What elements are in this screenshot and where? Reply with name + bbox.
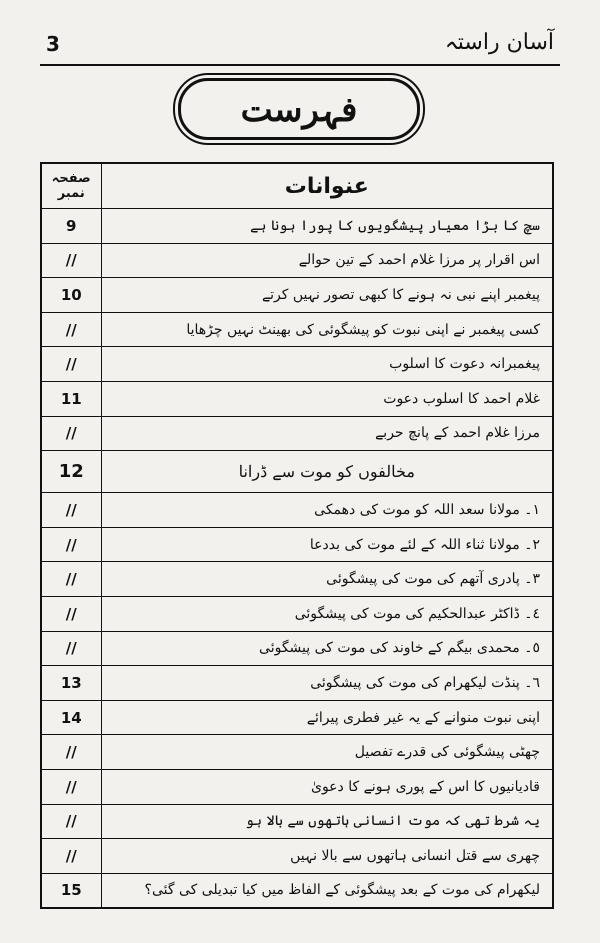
- toc-row-title: قادیانیوں کا اس کے پوری ہونے کا دعویٰ: [101, 769, 553, 804]
- toc-row-page: 12: [41, 451, 101, 493]
- toc-row-title: ٦۔ پنڈت لیکھرام کی موت کی پیشگوئی: [101, 666, 553, 701]
- toc-heading-frame: [178, 78, 420, 140]
- toc-row: [41, 666, 553, 701]
- toc-row-page: //: [41, 416, 101, 451]
- toc-row-title: چھٹی پیشگوئی کی قدرے تفصیل: [101, 735, 553, 770]
- toc-row-page: //: [41, 527, 101, 562]
- toc-row: [41, 769, 553, 804]
- toc-row: [41, 527, 553, 562]
- toc-row-page: //: [41, 243, 101, 278]
- toc-row-page: //: [41, 596, 101, 631]
- toc-row-title: چھری سے قتل انسانی ہاتھوں سے بالا نہیں: [101, 839, 553, 874]
- toc-row-title: یہ شرط تھی کہ موت انسانی ہاتھوں سے بالا ہو: [101, 804, 553, 839]
- toc-row-page: //: [41, 804, 101, 839]
- toc-row: [41, 493, 553, 528]
- toc-row: [41, 804, 553, 839]
- toc-row-page: //: [41, 312, 101, 347]
- toc-row-page: 14: [41, 700, 101, 735]
- toc-row-title: ٥۔ محمدی بیگم کے خاوند کی موت کی پیشگوئی: [101, 631, 553, 666]
- toc-row-title: ٤۔ ڈاکٹر عبدالحکیم کی موت کی پیشگوئی: [101, 596, 553, 631]
- toc-row: [41, 278, 553, 313]
- toc-row-title: پیغمبرانہ دعوت کا اسلوب: [101, 347, 553, 382]
- toc-row-page: 10: [41, 278, 101, 313]
- toc-row-title: ٣۔ پادری آتھم کی موت کی پیشگوئی: [101, 562, 553, 597]
- toc-row-page: //: [41, 735, 101, 770]
- toc-row: [41, 873, 553, 908]
- toc-row-title: ١۔ مولانا سعد اللہ کو موت کی دھمکی: [101, 493, 553, 528]
- toc-row: [41, 631, 553, 666]
- toc-row-page: 9: [41, 209, 101, 244]
- page-number: 3: [46, 32, 60, 56]
- toc-row: [41, 735, 553, 770]
- toc-row-title: کسی پیغمبر نے اپنی نبوت کو پیشگوئی کی بھینٹ نہیں چڑھایا: [101, 312, 553, 347]
- book-title: آسان راستہ: [444, 30, 554, 55]
- toc-row-title: ٢۔ مولانا ثناء اللہ کے لئے موت کی بددعا: [101, 527, 553, 562]
- toc-section-row: [41, 451, 553, 493]
- toc-row-page: //: [41, 769, 101, 804]
- toc-heading: فہرست: [240, 89, 358, 130]
- toc-row-title: پیغمبر اپنے نبی نہ ہونے کا کبھی تصور نہیں کرتے: [101, 278, 553, 313]
- toc-row-page: //: [41, 493, 101, 528]
- toc-row-page: //: [41, 631, 101, 666]
- column-header-page: صفحہ نمبر: [41, 163, 101, 209]
- toc-row: [41, 381, 553, 416]
- toc-row-title: مرزا غلام احمد کے پانچ حربے: [101, 416, 553, 451]
- toc-row-page: 13: [41, 666, 101, 701]
- toc-table: [40, 162, 554, 909]
- toc-row-page: //: [41, 839, 101, 874]
- toc-row-title: سچ کا بڑا معیار پیشگویوں کا پورا ہونا ہے: [101, 209, 553, 244]
- toc-row: [41, 416, 553, 451]
- toc-row: [41, 312, 553, 347]
- toc-row-page: //: [41, 562, 101, 597]
- toc-row-title: لیکھرام کی موت کے بعد پیشگوئی کے الفاظ میں کیا تبدیلی کی گئی؟: [101, 873, 553, 908]
- toc-row-title: اپنی نبوت منوانے کے یہ غیر فطری پیرائے: [101, 700, 553, 735]
- toc-row-title: مخالفوں کو موت سے ڈرانا: [101, 451, 553, 493]
- column-header-title: عنوانات: [101, 163, 553, 209]
- toc-row: [41, 347, 553, 382]
- toc-body: [41, 209, 553, 908]
- page-header: [40, 28, 560, 66]
- toc-row: [41, 596, 553, 631]
- toc-row: [41, 209, 553, 244]
- toc-row: [41, 700, 553, 735]
- toc-row-page: 11: [41, 381, 101, 416]
- toc-row-title: غلام احمد کا اسلوب دعوت: [101, 381, 553, 416]
- toc-row-page: //: [41, 347, 101, 382]
- toc-row: [41, 562, 553, 597]
- toc-row: [41, 839, 553, 874]
- toc-row: [41, 243, 553, 278]
- toc-row-page: 15: [41, 873, 101, 908]
- toc-row-title: اس اقرار پر مرزا غلام احمد کے تین حوالے: [101, 243, 553, 278]
